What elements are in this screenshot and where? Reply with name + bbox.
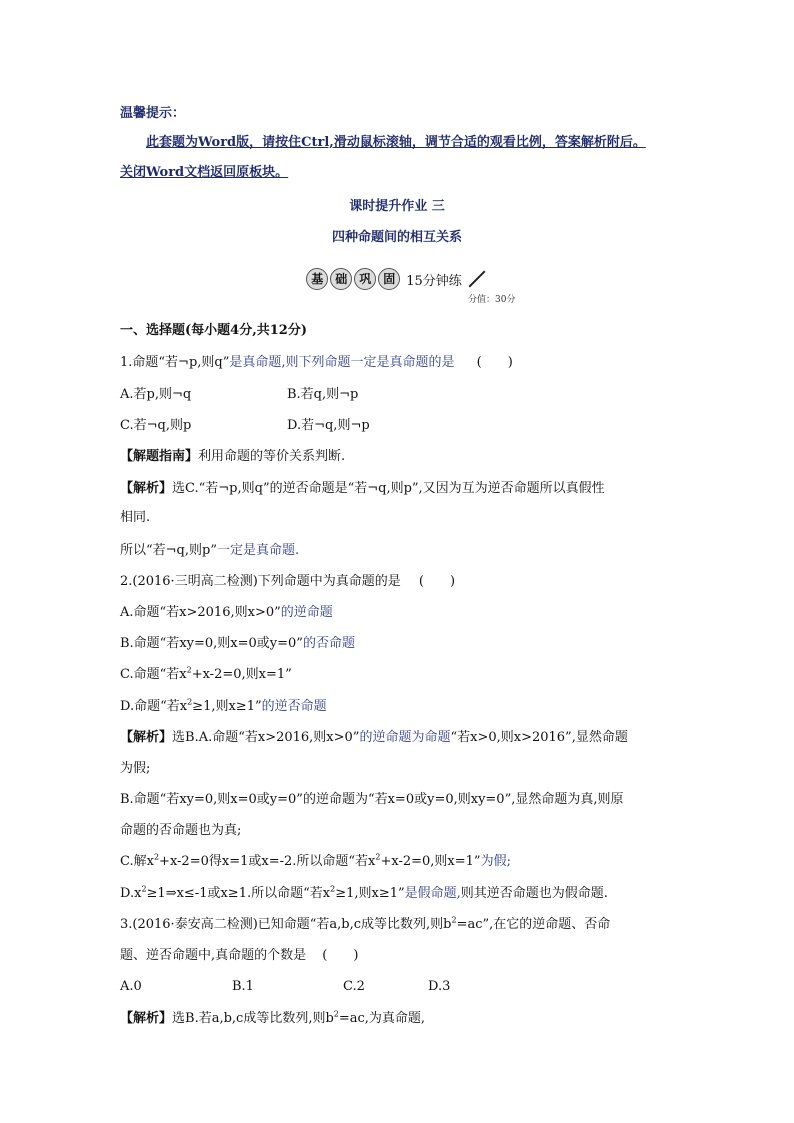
q1-answer-text: 选C.“若¬p,则q”的逆否命题是“若¬q,则p”,又因为互为逆否命题所以真假性	[172, 481, 605, 496]
q2-answer-6d: 是假命题,	[404, 886, 461, 901]
q2-answer-5-sup2: 2	[375, 852, 381, 862]
q2-option-c-1: C.命题“若x	[120, 667, 187, 682]
q1-answer-3	[120, 542, 299, 560]
q1-answer-3a: 所以“若¬q,则p”	[120, 543, 217, 558]
q1-guide-tag: 【解题指南】	[120, 449, 199, 464]
q3-answer-1a: 选B.若a,b,c成等比数列,则b	[172, 1011, 334, 1026]
page-title: 课时提升作业 三	[349, 199, 445, 214]
q2-paren: ( )	[418, 574, 456, 589]
q3-stem-sup: 2	[451, 915, 457, 925]
tip-line-1: 此套题为Word版，请按住Ctrl,滑动鼠标滚轴，调节合适的观看比例，答案解析附后。	[146, 135, 646, 150]
q2-answer-tag: 【解析】	[120, 730, 173, 745]
q2-answer-5	[120, 853, 511, 871]
q3-stem-2	[120, 947, 358, 965]
tip-heading: 温馨提示：	[120, 106, 186, 121]
q2-answer-6e: 则其逆否命题也为假命题.	[460, 886, 608, 901]
q2-answer-5c: +x-2=0,则x=1”	[380, 854, 481, 869]
q2-option-b-2: 的否命题	[302, 636, 355, 651]
q2-stem	[120, 573, 455, 591]
q2-option-a-1: A.命题“若x>2016,则x>0”	[120, 605, 281, 620]
q1-option-d: D.若¬q,则¬p	[287, 418, 370, 433]
q3-answer-1b: =ac,为真命题,	[338, 1011, 426, 1026]
q1-guide-text: 利用命题的等价关系判断.	[198, 449, 346, 464]
q2-option-d-1: D.命题“若x	[120, 699, 188, 714]
badge-char-1: 基	[306, 268, 328, 290]
q2-option-c	[120, 666, 292, 684]
q1-option-a: A.若p,则¬q	[120, 387, 192, 402]
q2-answer-2: 为假;	[120, 761, 151, 776]
q3-answer-1	[120, 1010, 425, 1028]
badge-char-4: 固	[378, 268, 400, 290]
q2-answer-6	[120, 885, 608, 903]
page-subtitle: 四种命题间的相互关系	[331, 230, 462, 245]
q1-guide	[120, 448, 345, 466]
q2-option-b-1: B.命题“若xy=0,则x=0或y=0”	[120, 636, 303, 651]
q2-answer-6-sup1: 2	[141, 884, 147, 894]
q3-stem-1a: 3.(2016·泰安高二检测)已知命题“若a,b,c成等比数列,则b	[120, 917, 452, 932]
q2-answer-5d: 为假;	[480, 854, 511, 869]
q2-option-d	[120, 698, 327, 716]
badge-text: 15分钟练	[406, 273, 462, 289]
q2-answer-3: B.命题“若xy=0,则x=0或y=0”的逆命题为“若x=0或y=0,则xy=0”,显然命题为真,则原	[120, 792, 624, 807]
q1-paren: ( )	[476, 355, 513, 370]
q2-answer-1a: 选B.A.命题“若x>2016,则x>0”	[172, 730, 360, 745]
score-label: 分值：30分	[468, 295, 516, 305]
q2-answer-5a: C.解x	[120, 854, 154, 869]
q3-stem-1	[120, 916, 610, 934]
q2-option-d-sup: 2	[187, 697, 193, 707]
q2-stem-text: 2.(2016·三明高二检测)下列命题中为真命题的是	[120, 574, 401, 589]
q2-option-c-sup: 2	[186, 665, 192, 675]
q3-paren: ( )	[322, 948, 359, 963]
q1-stem-b: 是真命题,则下列命题一定是真命题的是	[229, 355, 455, 370]
q2-answer-5b: +x-2=0得x=1或x=-2.所以命题“若x	[159, 854, 376, 869]
q2-answer-1	[120, 729, 628, 747]
q2-option-d-2: ≥1,则x≥1”	[192, 699, 262, 714]
q1-answer-3b: 一定是真命题.	[216, 543, 300, 558]
q3-option-d: D.3	[428, 979, 451, 994]
q3-option-c: C.2	[343, 979, 365, 994]
q1-option-b: B.若q,则¬p	[287, 387, 359, 402]
q2-answer-4: 命题的否命题也为真;	[120, 823, 242, 838]
q2-answer-6-sup2: 2	[330, 884, 336, 894]
q2-answer-1c: “若x>0,则x>2016”,显然命题	[450, 730, 628, 745]
q1-stem	[120, 354, 513, 372]
tip-line-2: 关闭Word文档返回原板块。	[120, 165, 289, 180]
pen-icon	[468, 271, 485, 288]
q3-option-a: A.0	[120, 979, 142, 994]
q1-answer-2: 相同.	[120, 510, 151, 525]
section-badge	[0, 268, 794, 290]
q2-answer-6c: ≥1,则x≥1”	[335, 886, 405, 901]
q2-option-b	[120, 635, 355, 653]
q1-answer-tag: 【解析】	[120, 481, 173, 496]
section-heading: 一、选择题(每小题4分,共12分)	[120, 323, 307, 338]
q2-option-a-2: 的逆命题	[280, 605, 333, 620]
q3-option-b: B.1	[232, 979, 254, 994]
q2-answer-1b: 的逆命题为命题	[359, 730, 451, 745]
q2-answer-6a: D.x	[120, 886, 142, 901]
q3-answer-sup: 2	[333, 1009, 339, 1019]
q2-option-a	[120, 604, 333, 622]
q3-stem-2-text: 题、逆否命题中,真命题的个数是	[120, 948, 307, 963]
badge-char-3: 巩	[354, 268, 376, 290]
q2-answer-6b: ≥1⇒x≤-1或x≥1.所以命题“若x	[146, 886, 331, 901]
q1-option-c: C.若¬q,则p	[120, 418, 192, 433]
q2-option-c-2: +x-2=0,则x=1”	[191, 667, 292, 682]
badge-char-2: 础	[330, 268, 352, 290]
q1-stem-a: 1.命题“若¬p,则q”	[120, 355, 230, 370]
q3-stem-1b: =ac”,在它的逆命题、否命	[456, 917, 611, 932]
q3-answer-tag: 【解析】	[120, 1011, 173, 1026]
q2-option-d-3: 的逆否命题	[261, 699, 327, 714]
q1-answer-1	[120, 480, 605, 498]
q2-answer-5-sup1: 2	[153, 852, 160, 862]
